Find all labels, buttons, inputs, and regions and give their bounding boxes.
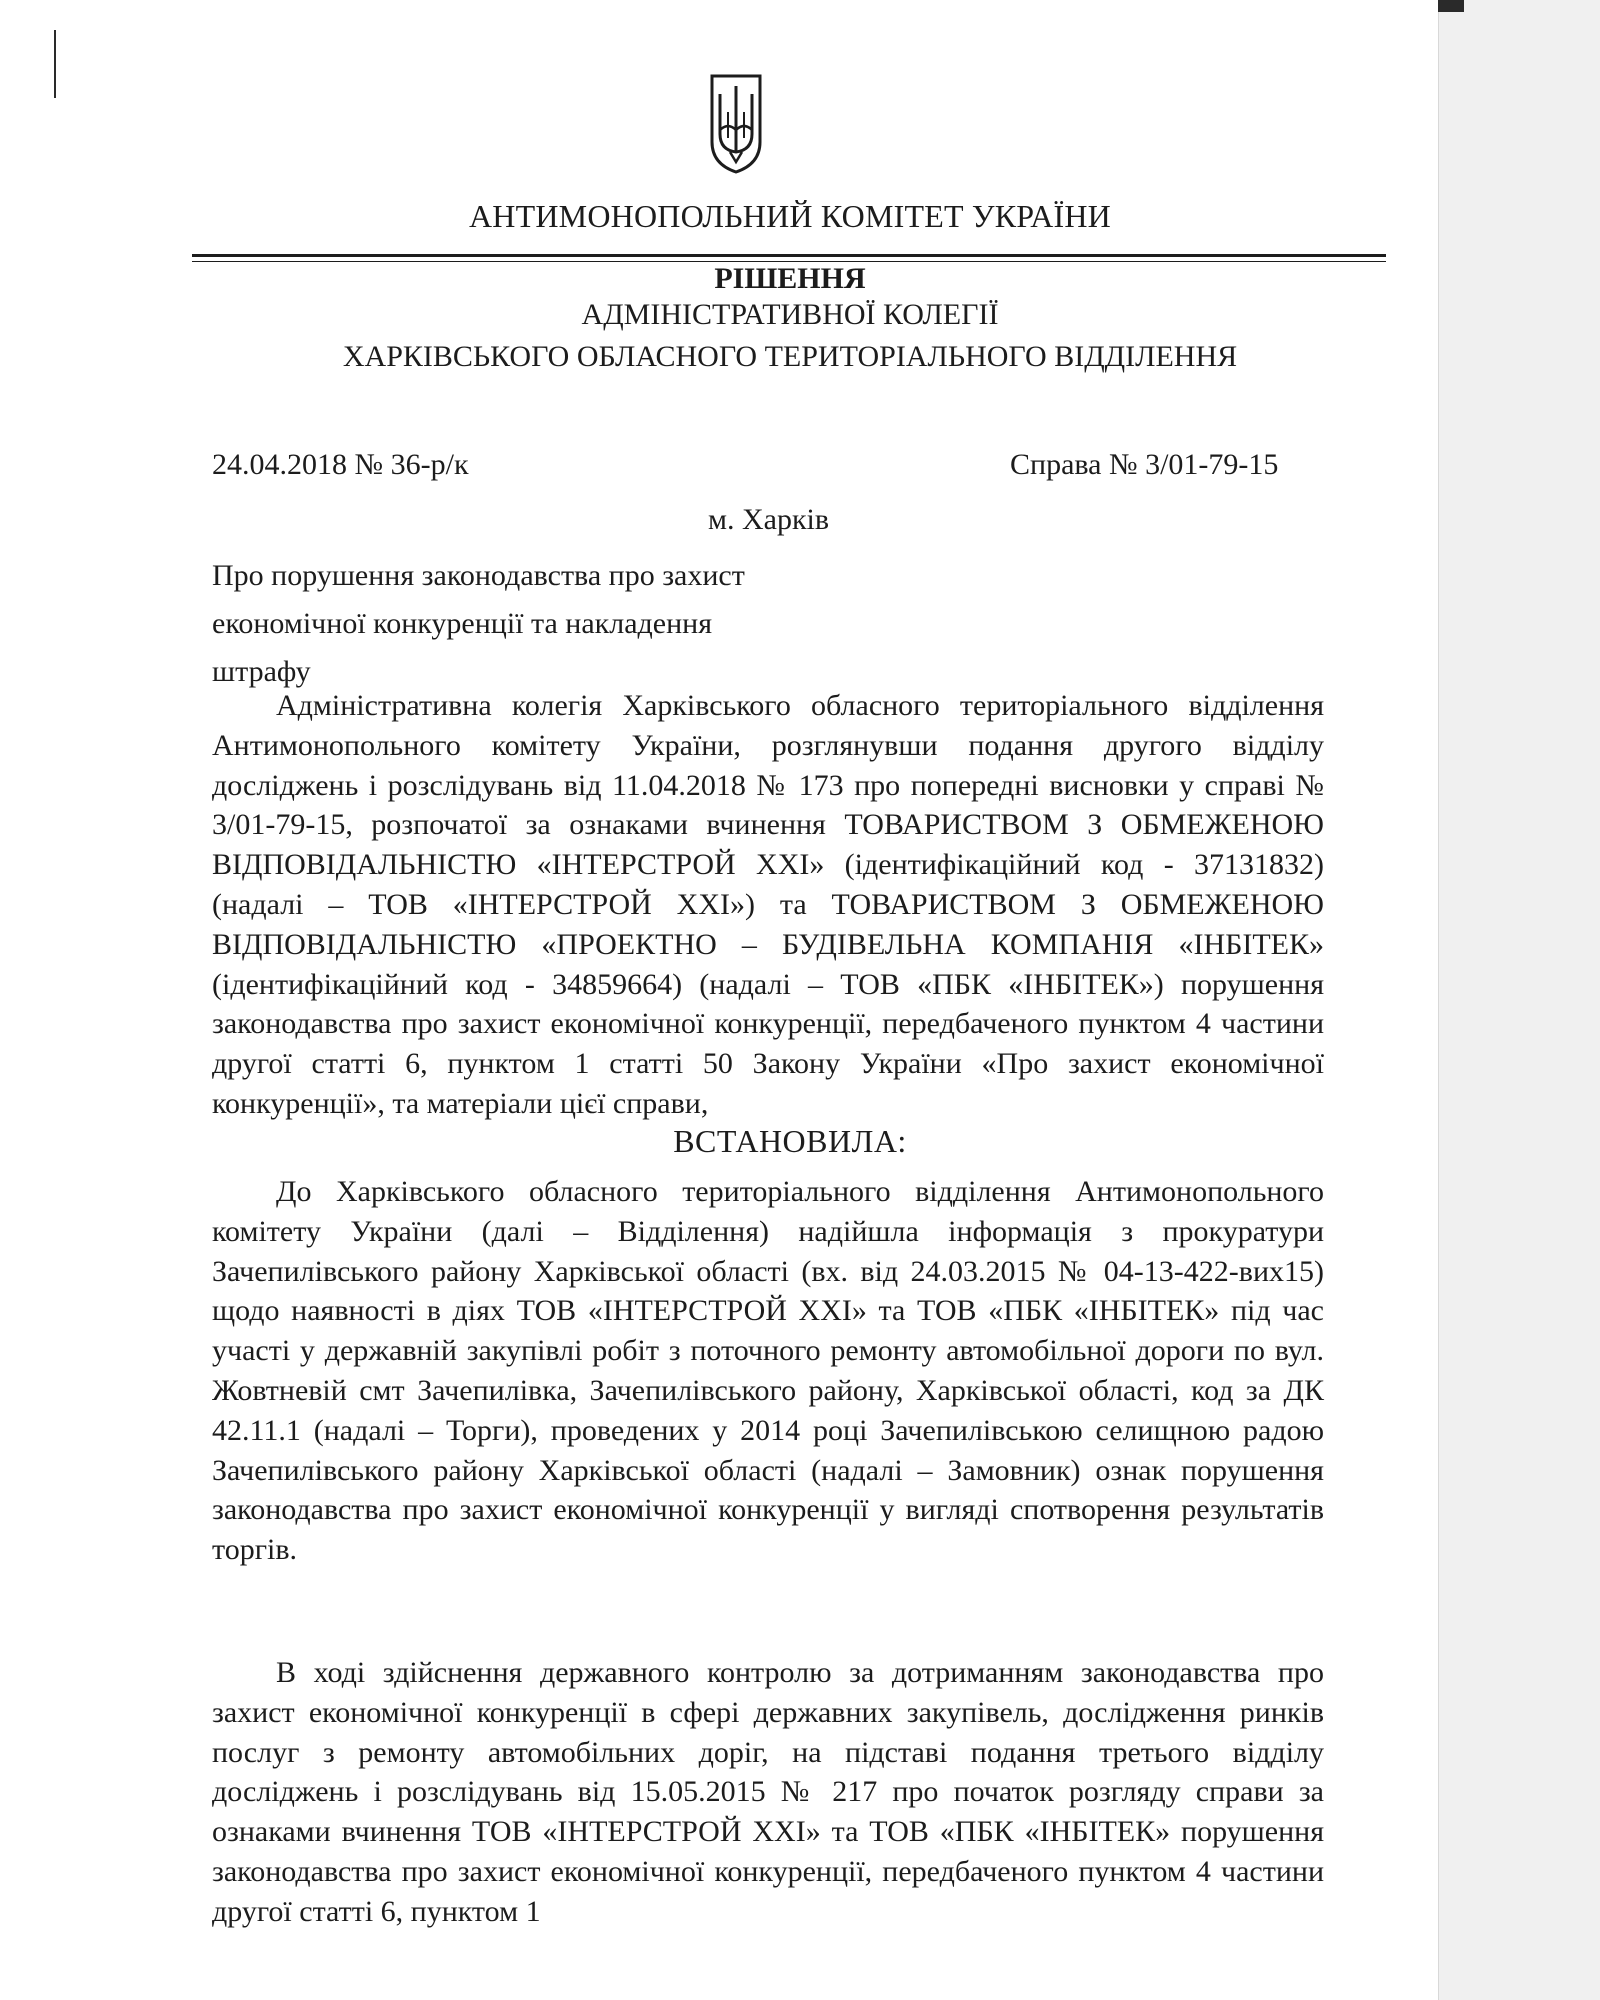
department-title: ХАРКІВСЬКОГО ОБЛАСНОГО ТЕРИТОРІАЛЬНОГО ВІДДІЛЕННЯ [342, 340, 1238, 373]
trident-emblem-icon [708, 72, 764, 176]
header-rule-thick [192, 254, 1386, 257]
body-paragraph-1: До Харківського обласного територіального відділення Антимонопольного комітету України (далі – Відділення) надійшла інформація з прокуратури Зачепилівського району Харківської області (вх. від 24.03.2015 № 04-13-422-вих15) щодо наявності в діях ТОВ «ІНТЕРСТРОЙ XXI» та ТОВ «ПБК «ІНБІТЕК» під час участі у державній закупівлі робіт з поточного ремонту автомобільної дороги по вул. Жовтневій смт Зачепилівка, Зачепилівського району, Харківської області, код за ДК 42.11.1 (надалі – Торги), проведених у 2014 році Зачепилівською селищною радою Зачепилівського району Харківської області (надалі – Замовник) ознак порушення законодавства про захист економічної конкуренції у вигляді спотворення результатів торгів. [212, 1175, 1324, 1567]
decision-date-number: 24.04.2018 № 36-р/к [212, 448, 469, 481]
scan-page-edge [1438, 0, 1600, 2000]
decision-title: РІШЕННЯ [714, 262, 866, 295]
city-name: м. Харків [708, 503, 830, 536]
case-number: Справа № 3/01-79-15 [1010, 448, 1279, 481]
organization-name: АНТИМОНОПОЛЬНИЙ КОМІТЕТ УКРАЇНИ [469, 198, 1111, 234]
scan-edge-mark [1438, 0, 1464, 12]
board-title: АДМІНІСТРАТИВНОЇ КОЛЕГІЇ [581, 298, 999, 331]
established-heading: ВСТАНОВИЛА: [673, 1123, 907, 1159]
body-paragraph-2: В ході здійснення державного контролю за дотриманням законодавства про захист економічної конкуренції в сфері державних закупівель, дослідження ринків послуг з ремонту автомобільних доріг, на підставі подання третього відділу досліджень і розслідувань від 15.05.2015 № 217 про початок розгляду справи за ознаками вчинення ТОВ «ІНТЕРСТРОЙ XXI» та ТОВ «ПБК «ІНБІТЕК» порушення законодавства про захист економічної конкуренції, передбаченого пунктом 4 частини другої статті 6, пунктом 1 [212, 1656, 1324, 1928]
intro-paragraph: Адміністративна колегія Харківського обласного територіального відділення Антимонопольного комітету України, розглянувши подання другого відділу досліджень і розслідувань від 11.04.2018 № 173 про попередні висновки у справі № 3/01-79-15, розпочатої за ознаками вчинення ТОВАРИСТВОМ З ОБМЕЖЕНОЮ ВІДПОВІДАЛЬНІСТЮ «ІНТЕРСТРОЙ XXI» (ідентифікаційний код - 37131832) (надалі – ТОВ «ІНТЕРСТРОЙ XXI») та ТОВАРИСТВОМ З ОБМЕЖЕНОЮ ВІДПОВІДАЛЬНІСТЮ «ПРОЕКТНО – БУДІВЕЛЬНА КОМПАНІЯ «ІНБІТЕК» (ідентифікаційний код - 34859664) (надалі – ТОВ «ПБК «ІНБІТЕК») порушення законодавства про захист економічної конкуренції, передбаченого пунктом 4 частини другої статті 6, пунктом 1 статті 50 Закону України «Про захист економічної конкуренції», та матеріали цієї справи, [212, 689, 1324, 1120]
decision-subject: Про порушення законодавства про захист економічної конкуренції та накладення штрафу [212, 559, 745, 688]
